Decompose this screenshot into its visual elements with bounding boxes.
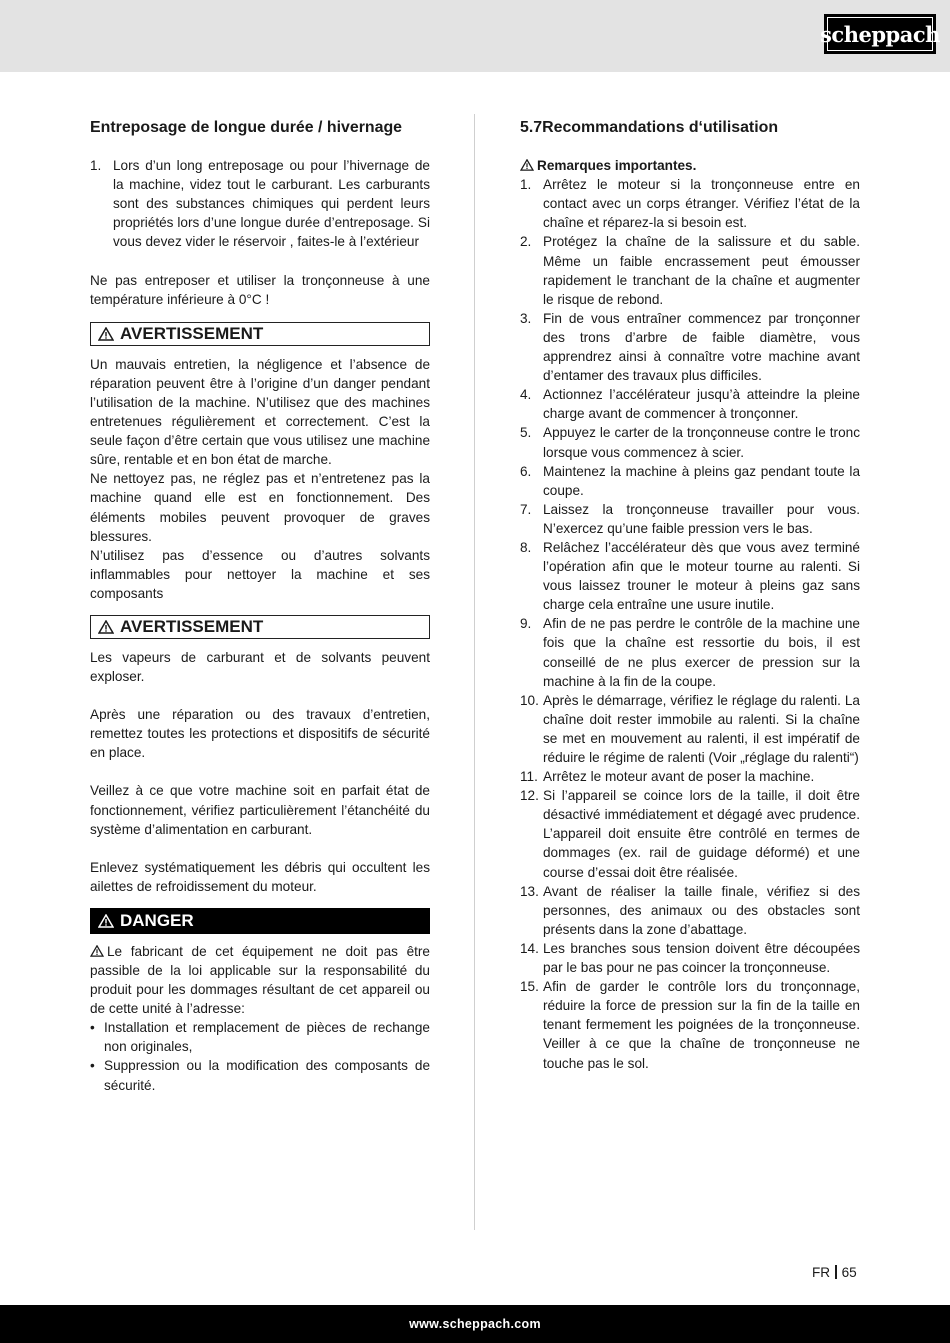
- list-item: 1. Arrêtez le moteur si la tronçonneuse entre en contact avec un corps étranger. Vérifiez l’état de la chaîne et réparez-la si besoin est.: [520, 177, 860, 231]
- list-item: 10. Après le démarrage, vérifiez le réglage du ralenti. La chaîne doit rester immobile au ralenti. Si la chaîne se met en mouvement au ralenti, il est impératif de réduire le régime de ralenti (Voir „réglage du ralenti“): [520, 692, 860, 765]
- warning-title: AVERTISSEMENT: [120, 324, 264, 344]
- warning-paragraph: Un mauvais entretien, la négligence et l’absence de réparation peuvent être à l’origine d’un danger pendant l’utilisation de la machine. N’utilisez que des machines entretenues régulièrement et correctement. C’est la seule façon d’être certain que vous utilisez une machine sûre, rentable et en bon état de marche.: [90, 356, 430, 468]
- footer-bar: [0, 1305, 950, 1343]
- warning-triangle-icon: [98, 914, 114, 928]
- language-code: FR: [812, 1265, 831, 1280]
- warning-paragraph: Après une réparation ou des travaux d’entretien, remettez toutes les protections et dispositifs de sécurité en place.: [90, 707, 430, 761]
- page-number-value: 65: [841, 1265, 857, 1280]
- list-item: 4. Actionnez l’accélérateur jusqu’à atteindre la pleine charge avant de commencer à tronçonner.: [520, 387, 860, 422]
- left-column: [90, 118, 430, 1095]
- warning-paragraph: Les vapeurs de carburant et de solvants peuvent exploser.: [90, 649, 430, 685]
- list-item: 12. Si l’appareil se coince lors de la taille, il doit être désactivé immédiatement et dégagé avec prudence. L’appareil doit ensuite être contrôlé en termes de dommages (ex. rail de guidage déformé) et une course d’essai doit être réalisée.: [520, 788, 860, 880]
- page-number: [812, 1265, 857, 1280]
- list-item: 13. Avant de réaliser la taille finale, vérifiez si des personnes, des animaux ou des obstacles sont présents dans la zone d’abattage.: [520, 883, 860, 937]
- right-column: [520, 118, 860, 1073]
- danger-bullet-list: [90, 1018, 430, 1094]
- scheppach-logo: scheppach: [824, 14, 936, 54]
- website-url: www.scheppach.com: [409, 1317, 541, 1331]
- list-item: 6. Maintenez la machine à pleins gaz pendant toute la coupe.: [520, 463, 860, 498]
- list-item: 2. Protégez la chaîne de la salissure et du sable. Même un faible encrassement peut émousser rapidement le tranchant de la chaîne et augmenter le risque de rebond.: [520, 234, 860, 307]
- list-item: • Installation et remplacement de pièces de rechange non originales,: [90, 1020, 430, 1055]
- warning-paragraph: Veillez à ce que votre machine soit en parfait état de fonctionnement, vérifiez particulièrement l’étanchéité du système d’alimentation en carburant.: [90, 783, 430, 837]
- warning-box-2: [90, 615, 430, 639]
- storage-list: [90, 156, 430, 251]
- notes-heading: Remarques importantes.: [520, 156, 860, 175]
- list-item: 1. Lors d’un long entreposage ou pour l’hivernage de la machine, videz tout le carburant. Les carburants sont des substances chimiques qui perdent leurs propriétés lors d’une longue durée d’entreposage. Si vous devez vider le réservoir , faites-le à l’extérieur: [90, 158, 430, 250]
- warning-paragraph: N’utilisez pas d’essence ou d’autres solvants inflammables pour nettoyer la machine et ses composants: [90, 547, 430, 601]
- danger-box: [90, 908, 430, 934]
- warning-title: AVERTISSEMENT: [120, 617, 264, 637]
- list-item: • Suppression ou la modification des composants de sécurité.: [90, 1058, 430, 1093]
- warning-box-1: [90, 322, 430, 346]
- list-item: 9. Afin de ne pas perdre le contrôle de la machine une fois que la chaîne est ressortie du bois, il est conseillé de ne plus exercer de pression sur la machine à la fin de la coupe.: [520, 616, 860, 689]
- warning-triangle-icon: [98, 327, 114, 341]
- warning-paragraph: Ne nettoyez pas, ne réglez pas et n’entretenez pas la machine quand elle est en fonctionnement. Des éléments mobiles peuvent provoquer de graves blessures.: [90, 471, 430, 544]
- page-separator: [835, 1265, 837, 1279]
- recommendations-list: [520, 175, 860, 1072]
- storage-note: Ne pas entreposer et utiliser la tronçonneuse à une température inférieure à 0°C !: [90, 272, 430, 307]
- list-item: 14. Les branches sous tension doivent être découpées par le bas pour ne pas coincer la tronçonneuse.: [520, 940, 860, 976]
- warning-triangle-icon: [520, 159, 534, 171]
- list-item: 5. Appuyez le carter de la tronçonneuse contre le tronc lorsque vous commencez à scier.: [520, 425, 860, 460]
- list-item: 15. Afin de garder le contrôle lors du tronçonnage, réduire la force de pression sur la fin de la taille en tenant fermement les poignées de la tronçonneuse. Veiller à ce que la chaîne de tronçonneuse ne touche pas le sol.: [520, 979, 860, 1071]
- warning-paragraph: Enlevez systématiquement les débris qui occultent les ailettes de refroidissement du moteur.: [90, 859, 430, 894]
- column-divider: [474, 114, 475, 1230]
- list-item: 11. Arrêtez le moteur avant de poser la machine.: [520, 769, 815, 785]
- list-item: 3. Fin de vous entraîner commencez par tronçonner des trons d’arbre de faible diamètre, vous apprendrez ainsi à connaître votre machine avant d’entamer des travaux plus difficiles.: [520, 310, 860, 384]
- danger-paragraph: Le fabricant de cet équipement ne doit pas être passible de la loi applicable sur la responsabilité du produit pour les dommages résultant de cet appareil ou de cette unité à l’adresse:: [90, 943, 430, 1017]
- danger-title: DANGER: [120, 911, 194, 931]
- header-bar: [0, 0, 950, 72]
- list-item: 7. Laissez la tronçonneuse travailler pour vous. N’exercez qu’une faible pression vers le bas.: [520, 501, 860, 536]
- section-heading: 5.7Recommandations d‘utilisation: [520, 119, 779, 136]
- storage-heading: Entreposage de longue durée / hivernage: [90, 119, 403, 136]
- warning-triangle-icon: [90, 945, 104, 957]
- warning-triangle-icon: [98, 620, 114, 634]
- list-item: 8. Relâchez l’accélérateur dès que vous avez terminé l’opération afin que le moteur tourne au ralenti. Si vous laissez trouner le moteur à pleins gaz sans charge cela entraîne une usure inutile.: [520, 539, 860, 613]
